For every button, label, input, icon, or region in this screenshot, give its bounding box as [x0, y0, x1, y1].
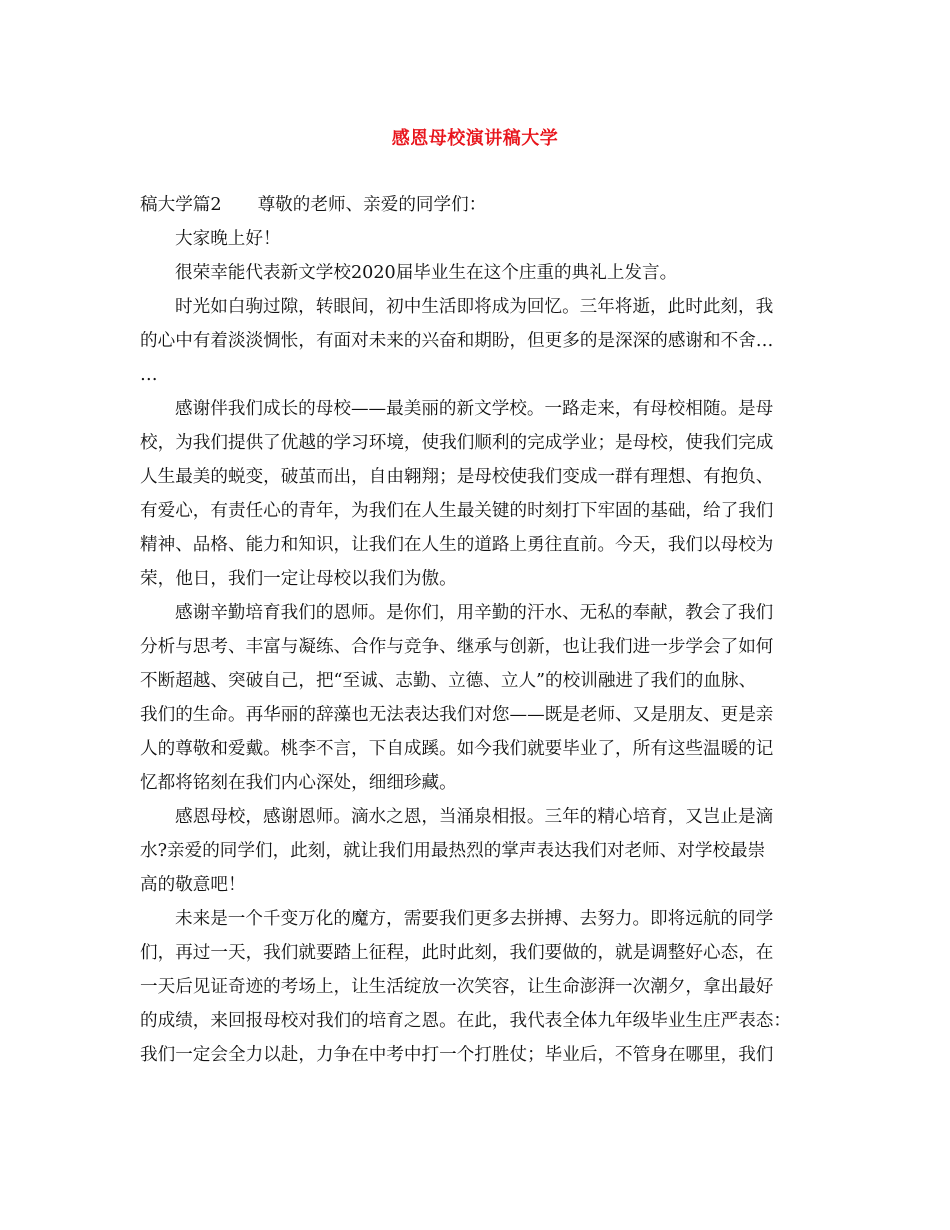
text-line: 们，再过一天，我们就要踏上征程，此时此刻，我们要做的，就是调整好心态，在	[140, 943, 774, 963]
text-line: 有爱心，有责任心的青年，为我们在人生最关键的时刻打下牢固的基础，给了我们	[140, 501, 774, 521]
text-line: 高的敬意吧！	[140, 875, 246, 895]
text-line: 荣，他日，我们一定让母校以我们为傲。	[140, 569, 457, 589]
text-line: 感谢伴我们成长的母校——最美丽的新文学校。一路走来，有母校相随。是母	[175, 399, 774, 419]
text-line: 精神、品格、能力和知识，让我们在人生的道路上勇往直前。今天，我们以母校为	[140, 535, 774, 555]
document-title: 感恩母校演讲稿大学	[391, 128, 559, 149]
document-body	[140, 188, 815, 1072]
text-line: 的成绩，来回报母校对我们的培育之恩。在此，我代表全体九年级毕业生庄严表态：	[140, 1011, 791, 1031]
text-line: 水?亲爱的同学们，此刻，就让我们用最热烈的掌声表达我们对老师、对学校最崇	[140, 841, 766, 861]
text-line: 人的尊敬和爱戴。桃李不言，下自成蹊。如今我们就要毕业了，所有这些温暖的记	[140, 739, 774, 759]
text-line: 未来是一个千变万化的魔方，需要我们更多去拼搏、去努力。即将远航的同学	[175, 909, 774, 929]
text-line: 我们的生命。再华丽的辞藻也无法表达我们对您——既是老师、又是朋友、更是亲	[140, 705, 774, 725]
salutation: 尊敬的老师、亲爱的同学们：	[257, 195, 487, 215]
text-line: 时光如白驹过隙，转眼间，初中生活即将成为回忆。三年将逝，此时此刻，我	[175, 297, 774, 317]
text-line: 不断超越、突破自己，把“至诚、志勤、立德、立人”的校训融进了我们的血脉、	[140, 671, 757, 691]
text-line: 的心中有着淡淡惆怅，有面对未来的兴奋和期盼，但更多的是深深的感谢和不舍…	[140, 331, 774, 351]
text-line: 人生最美的蜕变，破茧而出，自由翱翔；是母校使我们变成一群有理想、有抱负、	[140, 467, 774, 487]
text-line: 忆都将铭刻在我们内心深处，细细珍藏。	[140, 773, 457, 793]
text-line: 感恩母校，感谢恩师。滴水之恩，当涌泉相报。三年的精心培育，又岂止是滴	[175, 807, 774, 827]
text-line	[140, 188, 815, 222]
text-line: 很荣幸能代表新文学校2020届毕业生在这个庄重的典礼上发言。	[175, 263, 678, 283]
section-label: 稿大学篇2	[140, 195, 222, 215]
text-line: 我们一定会全力以赴，力争在中考中打一个打胜仗；毕业后，不管身在哪里，我们	[140, 1045, 774, 1065]
text-line: …	[140, 365, 158, 385]
text-line: 大家晚上好！	[175, 229, 281, 249]
text-line: 感谢辛勤培育我们的恩师。是你们，用辛勤的汗水、无私的奉献，教会了我们	[175, 603, 774, 623]
text-line: 校，为我们提供了优越的学习环境，使我们顺利的完成学业；是母校，使我们完成	[140, 433, 774, 453]
text-line: 一天后见证奇迹的考场上，让生活绽放一次笑容，让生命澎湃一次潮夕，拿出最好	[140, 977, 774, 997]
text-line: 分析与思考、丰富与凝练、合作与竞争、继承与创新，也让我们进一步学会了如何	[140, 637, 774, 657]
